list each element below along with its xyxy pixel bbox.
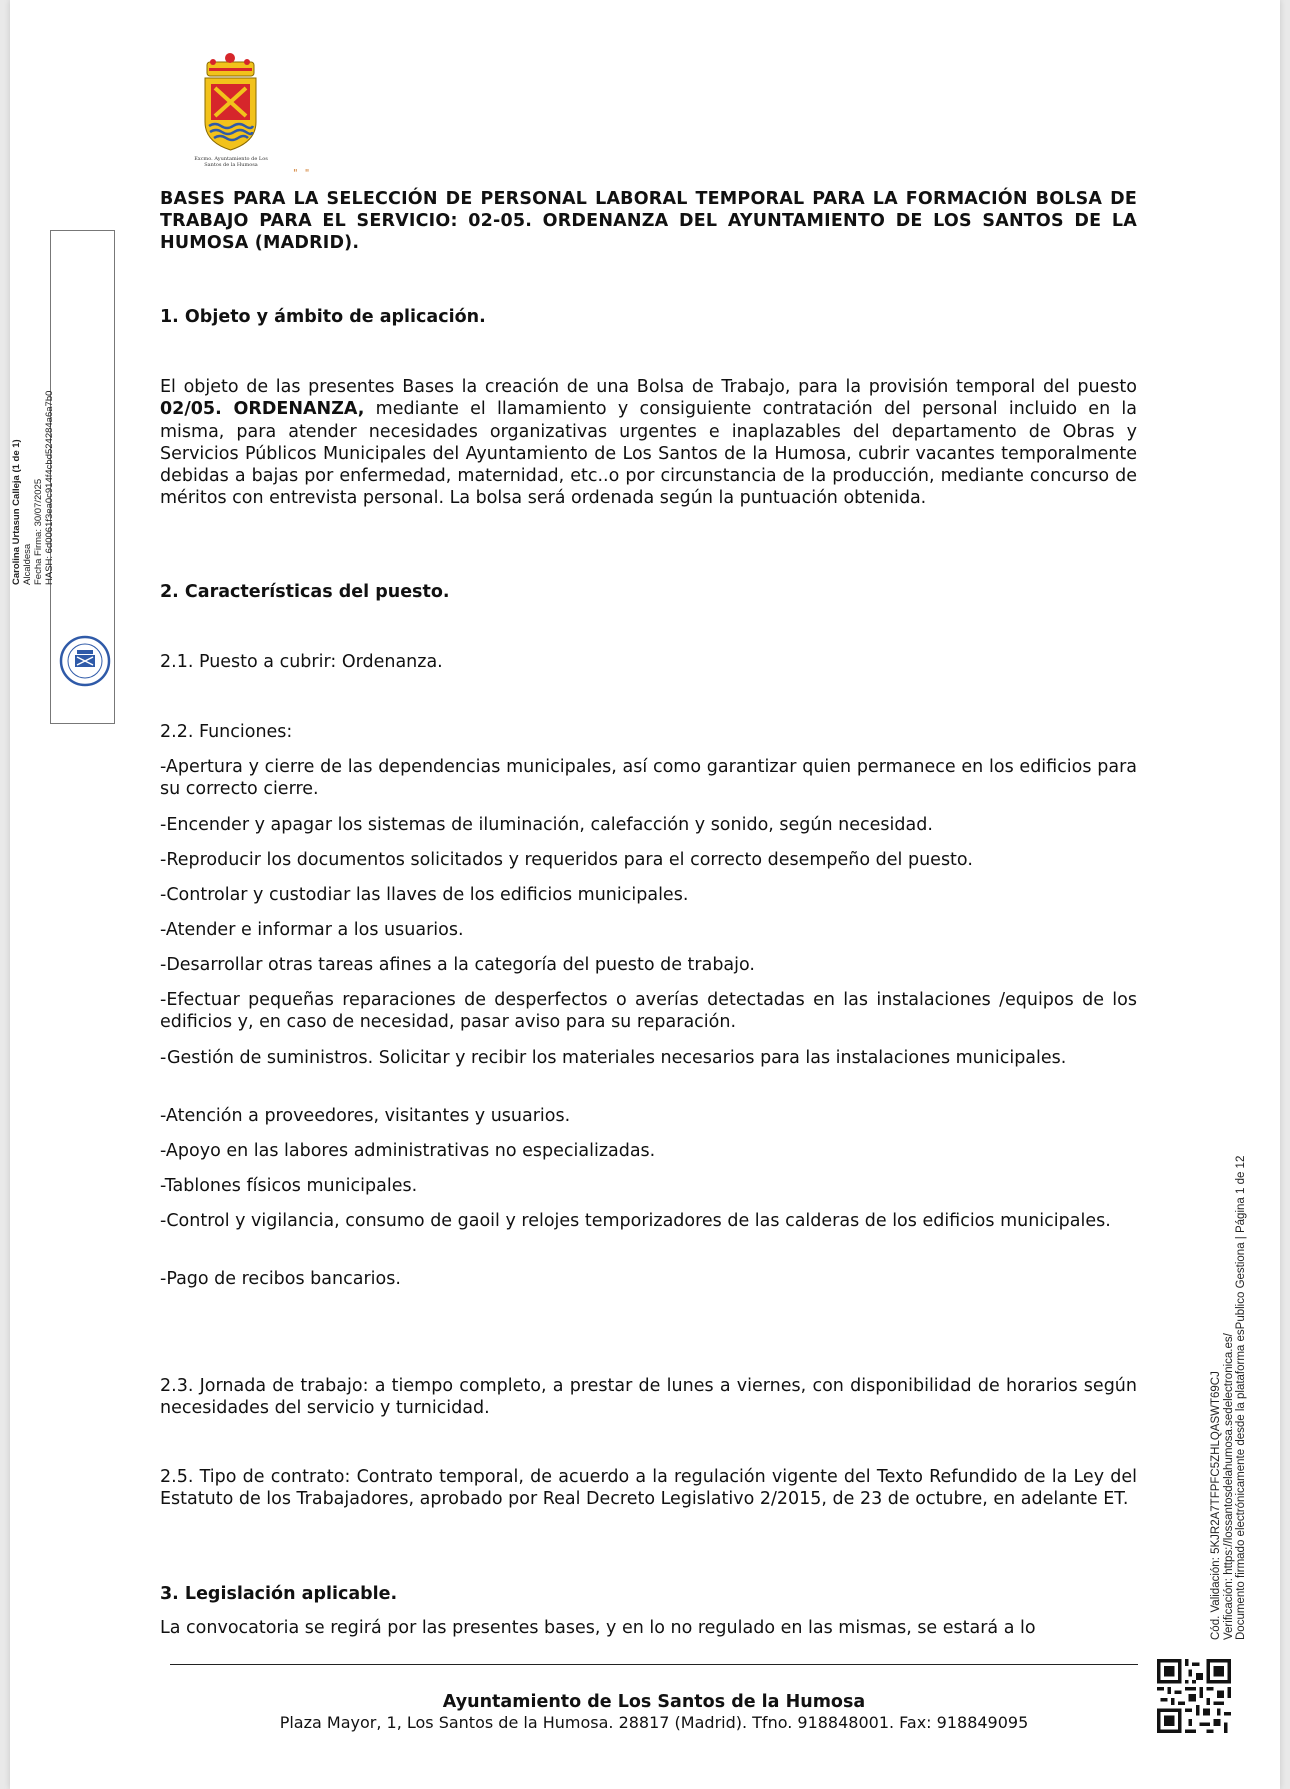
signer-role: Alcaldesa <box>22 543 33 585</box>
section-2-5: 2.5. Tipo de contrato: Contrato temporal, de acuerdo a la regulación vigente del Texto Refundido de la Ley del Estatuto de los Trabajadores, aprobado por Real Decreto Legislativo 2/2015, de 23 de octubre, en adelante ET. <box>160 1467 1137 1510</box>
decorative-marks: " " <box>293 168 312 179</box>
function-item: -Efectuar pequeñas reparaciones de desperfectos o averías detectadas en las instalaciones /equipos de los edificios y, en caso de necesidad, pasar aviso para su reparación. <box>160 990 1137 1033</box>
document-title: BASES PARA LA SELECCIÓN DE PERSONAL LABORAL TEMPORAL PARA LA FORMACIÓN BOLSA DE TRABAJO PARA EL SERVICIO: 02-05. ORDENANZA DEL AYUNTAMIENTO DE LOS SANTOS DE LA HUMOSA (MADRID). <box>160 189 1137 253</box>
section-1-heading: 1. Objeto y ámbito de aplicación. <box>160 307 486 327</box>
section-2-heading: 2. Características del puesto. <box>160 582 450 602</box>
coat-caption: Excmo. Ayuntamiento de Los Santos de la Humosa <box>194 156 268 168</box>
section-2-2: 2.2. Funciones: <box>160 722 293 742</box>
section-3-paragraph: La convocatoria se regirá por las presentes bases, y en lo no regulado en las mismas, se estará a lo <box>160 1618 1036 1638</box>
validation-doc: Documento firmado electrónicamente desde la plataforma esPublico Gestiona | Página 1 de 12 <box>1235 1155 1247 1640</box>
signature-date: Fecha Firma: 30/07/2025 <box>33 478 44 585</box>
footer-organization: Ayuntamiento de Los Santos de la Humosa <box>442 1692 866 1712</box>
function-item: -Control y vigilancia, consumo de gaoil y relojes temporizadores de las calderas de los edificios municipales. <box>160 1211 1111 1231</box>
signature-hash: HASH: 6d0061f3ea0c914f4cbd524284a6a7b0 <box>44 390 55 585</box>
section-1-text-end: mediante el llamamiento y consiguiente contratación del personal incluido en la misma, para atender necesidades organizativas urgentes e inaplazables del departamento de Obras y Servicios Públicos Municipales del Ayuntamiento de Los Santos de la Humosa, cubrir vacantes temporalmente debidas a bajas por enfermedad, maternidad, etc..o por circunstancia de la producción, mediante concurso de méritos con entrevista personal. La bolsa será ordenada según la puntuación obtenida. <box>160 399 1137 509</box>
function-item: -Gestión de suministros. Solicitar y recibir los materiales necesarios para las instalaciones municipales. <box>160 1048 1067 1068</box>
section-2-1: 2.1. Puesto a cubrir: Ordenanza. <box>160 652 443 672</box>
document-page <box>10 0 1280 1789</box>
section-1-paragraph <box>160 376 1137 510</box>
signature-text <box>11 225 55 585</box>
qr-code-icon <box>1157 1659 1231 1733</box>
municipal-seal-icon <box>59 635 111 687</box>
signature-stamp <box>11 230 115 724</box>
function-item: -Controlar y custodiar las llaves de los edificios municipales. <box>160 885 689 905</box>
function-item: -Encender y apagar los sistemas de iluminación, calefacción y sonido, según necesidad. <box>160 815 933 835</box>
function-item: -Tablones físicos municipales. <box>160 1176 418 1196</box>
function-item: -Desarrollar otras tareas afines a la categoría del puesto de trabajo. <box>160 955 755 975</box>
function-item: -Atender e informar a los usuarios. <box>160 920 464 940</box>
validation-code: Cód. Validación: 5KJR2A7TFPFC5ZHLQASWT69CJ <box>1210 1371 1222 1640</box>
function-item: -Reproducir los documentos solicitados y requeridos para el correcto desempeño del puesto. <box>160 850 973 870</box>
section-2-3: 2.3. Jornada de trabajo: a tiempo completo, a prestar de lunes a viernes, con disponibilidad de horarios según necesidades del servicio y turnicidad. <box>160 1376 1137 1419</box>
section-1-text-start: El objeto de las presentes Bases la creación de una Bolsa de Trabajo, para la provisión temporal del puesto <box>160 377 1137 397</box>
function-item: -Atención a proveedores, visitantes y usuarios. <box>160 1106 571 1126</box>
function-item: -Apertura y cierre de las dependencias municipales, así como garantizar quien permanece en los edificios para su correcto cierre. <box>160 757 1137 800</box>
footer-divider <box>170 1664 1138 1665</box>
footer-address: Plaza Mayor, 1, Los Santos de la Humosa. 28817 (Madrid). Tfno. 918848001. Fax: 918849095 <box>279 1713 1029 1732</box>
section-3-heading: 3. Legislación aplicable. <box>160 1584 398 1604</box>
signer-name: Carolina Urtasun Calleja (1 de 1) <box>11 439 22 585</box>
validation-url: Verificación: https://lossantosdelahumosa.sedelectronica.es/ <box>1222 1333 1235 1640</box>
function-item: -Apoyo en las labores administrativas no especializadas. <box>160 1141 656 1161</box>
validation-text <box>1210 1080 1248 1640</box>
section-1-text-bold: 02/05. ORDENANZA, <box>160 399 365 420</box>
function-item: -Pago de recibos bancarios. <box>160 1269 401 1289</box>
